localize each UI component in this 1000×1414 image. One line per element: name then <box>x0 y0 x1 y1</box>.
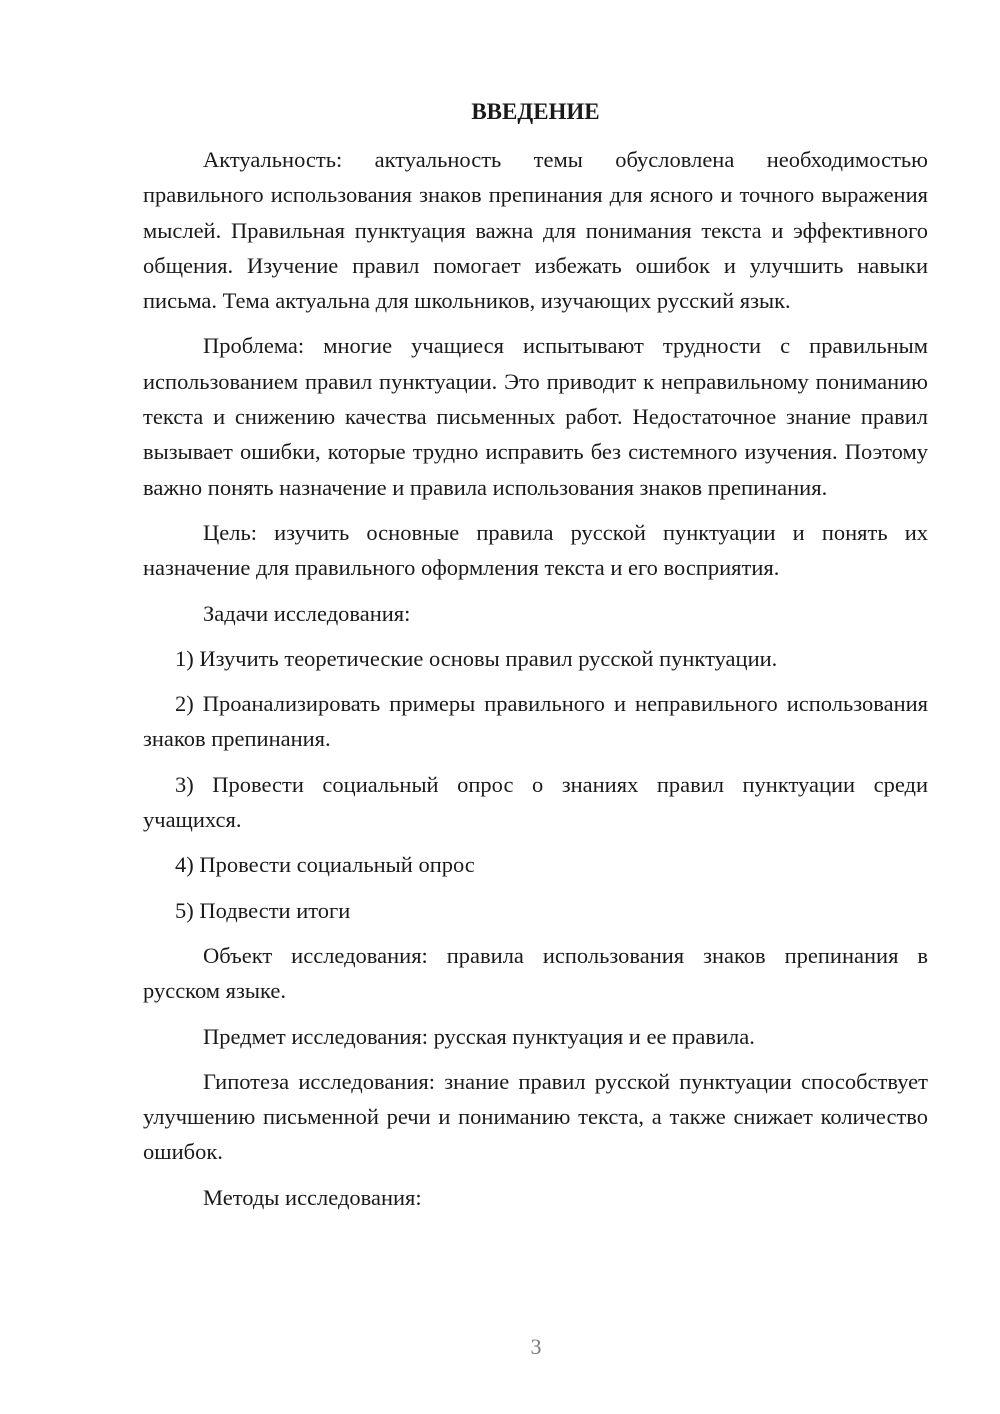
paragraph-methods: Методы исследования: <box>203 1184 422 1210</box>
task-item: 5) Подвести итоги <box>175 897 351 923</box>
paragraph-object: Объект исследования: правила использования знаков препинания в русском языке. <box>143 942 928 1004</box>
task-item: 2) Проанализировать примеры правильного и неправильного использования знаков препинания. <box>143 691 928 752</box>
page-number: 3 <box>530 1334 542 1359</box>
document-page <box>143 94 928 1225</box>
paragraph-tasks-heading: Задачи исследования: <box>203 600 411 626</box>
paragraph-goal: Цель: изучить основные правила русской пунктуации и понять их назначение для правильного оформления текста и его восприятия. <box>143 519 928 581</box>
task-item: 1) Изучить теоретические основы правил русской пунктуации. <box>175 645 778 671</box>
paragraph-relevance: Актуальность: актуальность темы обусловлена необходимостью правильного использования знаков препинания для ясного и точного выражения мыслей. Правильная пунктуация важна для понимания текста и эффективного общения. Изучение правил помогает избежать ошибок и улучшить навыки письма. Тема актуальна для школьников, изучающих русский язык. <box>143 147 928 314</box>
paragraph-subject: Предмет исследования: русская пунктуация и ее правила. <box>203 1023 755 1049</box>
section-title: ВВЕДЕНИЕ <box>471 99 600 124</box>
task-item: 3) Провести социальный опрос о знаниях правил пунктуации среди учащихся. <box>143 771 928 833</box>
task-item: 4) Провести социальный опрос <box>175 852 475 878</box>
paragraph-hypothesis: Гипотеза исследования: знание правил русской пунктуации способствует улучшению письменной речи и пониманию текста, а также снижает количество ошибок. <box>143 1068 928 1165</box>
paragraph-problem: Проблема: многие учащиеся испытывают трудности с правильным использованием правил пунктуации. Это приводит к неправильному пониманию текста и снижению качества письменных работ. Недостаточное знание правил вызывает ошибки, которые трудно исправить без системного изучения. Поэтому важно понять назначение и правила использования знаков препинания. <box>143 333 928 500</box>
